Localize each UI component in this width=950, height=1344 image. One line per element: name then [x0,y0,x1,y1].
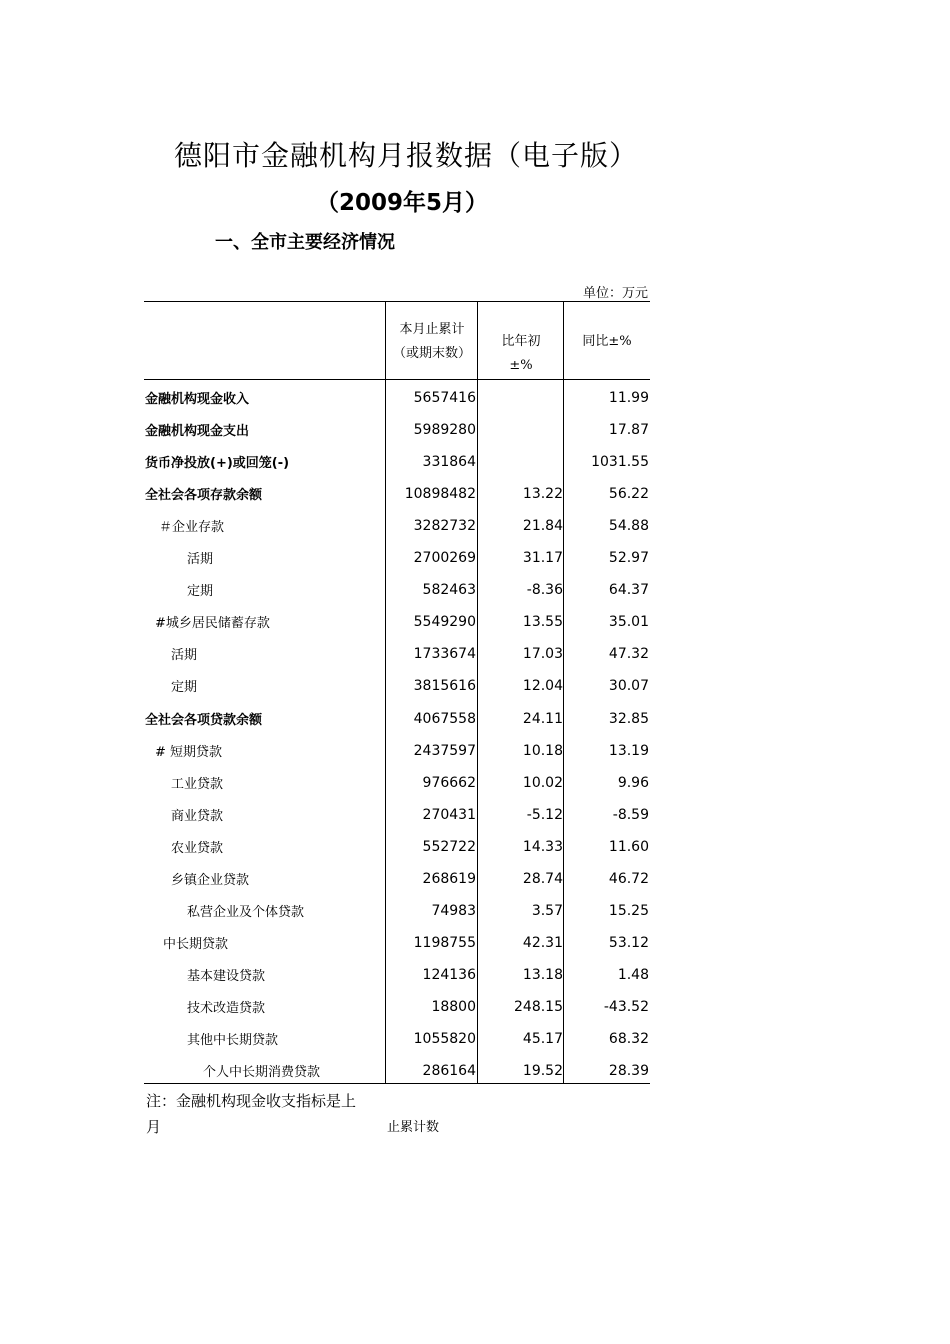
header-col-current-line2: （或期末数） [392,346,471,361]
row-label: 技术改造贷款 [187,1000,266,1016]
row-value-yoy: 1.48 [617,966,649,983]
row-value-yoy: 53.12 [608,934,649,951]
row-value-current: 3815616 [413,678,476,695]
row-value-ytd: 14.33 [522,838,563,855]
row-value-current: 1733674 [413,646,476,663]
row-value-yoy: 11.99 [608,390,649,406]
row-value-yoy: 15.25 [608,902,649,919]
row-value-yoy: 32.85 [608,710,649,727]
row-value-ytd: 10.02 [522,774,563,791]
table-row [144,990,650,1022]
table-row [144,862,650,894]
row-value-current: 5549290 [413,614,476,631]
row-label: 活期 [171,648,198,664]
row-value-yoy: 56.22 [608,486,649,503]
table-header [144,302,650,380]
table-row [144,637,650,669]
row-value-ytd: 3.57 [531,902,563,919]
row-value-yoy: 35.01 [608,614,649,631]
note-line-1: 注：金融机构现金收支指标是上 [146,1092,357,1110]
row-value-current: 4067558 [413,710,476,727]
row-value-current: 124136 [422,966,476,983]
row-label: 农业贷款 [171,840,224,856]
unit-label: 单位：万元 [582,286,648,301]
row-value-current: 286164 [422,1063,476,1080]
header-col-ytd-line1: 比年初 [501,334,541,349]
row-value-yoy: 30.07 [608,678,649,695]
row-label: 基本建设贷款 [187,968,266,984]
row-value-current: 2437597 [413,742,476,759]
table-row [144,573,650,605]
row-value-current: 3282732 [413,518,476,535]
row-value-ytd: 24.11 [522,710,563,727]
row-label: 中长期贷款 [163,936,229,952]
row-value-current: 2700269 [413,550,476,567]
row-value-yoy: 64.37 [608,582,649,599]
page-title: 德阳市金融机构月报数据（电子版） [174,139,639,172]
row-label: 金融机构现金支出 [145,424,250,440]
row-label: 工业贷款 [171,776,224,792]
table-row [144,1054,650,1086]
header-col-ytd-line2: ±% [509,358,533,373]
row-value-current: 1055820 [413,1031,476,1047]
row-value-ytd: 17.03 [522,646,563,663]
row-value-yoy: 47.32 [608,646,649,663]
row-label: 个人中长期消费贷款 [203,1065,321,1081]
row-value-yoy: 13.19 [608,742,649,759]
table-row [144,958,650,990]
row-value-current: 5657416 [413,390,476,406]
table-row [144,605,650,637]
row-value-current: 552722 [422,838,476,855]
row-value-yoy: 28.39 [608,1063,649,1080]
row-value-current: 582463 [422,582,476,599]
row-value-ytd: 28.74 [522,870,563,887]
row-label: 私营企业及个体贷款 [187,904,305,920]
page-subtitle: （2009年5月） [316,190,489,216]
row-value-ytd: 45.17 [522,1031,563,1047]
table-row [144,1022,650,1054]
row-label: 商业贷款 [171,808,224,824]
row-label: ＃企业存款 [159,520,225,536]
table-row [144,926,650,958]
row-value-ytd: 13.55 [522,614,563,631]
table-row [144,669,650,701]
row-value-ytd: 10.18 [522,742,563,759]
row-value-current: 18800 [431,998,476,1015]
table-row [144,445,650,477]
table-row [144,830,650,862]
row-label: 货币净投放(+)或回笼(-) [145,456,290,472]
row-value-current: 268619 [422,870,476,887]
row-label: 金融机构现金收入 [145,392,250,407]
row-value-ytd: 19.52 [522,1063,563,1080]
header-col-yoy: 同比±% [582,334,632,349]
table-row [144,509,650,541]
row-value-ytd: 13.18 [522,966,563,983]
row-value-current: 270431 [422,806,476,823]
table-row [144,734,650,766]
row-value-yoy: -43.52 [603,998,649,1015]
row-label: 全社会各项存款余额 [145,488,263,504]
row-value-yoy: 9.96 [617,774,649,791]
table-row [144,541,650,573]
note-line-2-start: 月 [146,1118,162,1136]
row-value-ytd: 13.22 [522,486,563,503]
row-value-ytd: 31.17 [522,550,563,567]
table-row [144,702,650,734]
row-label: #城乡居民储蓄存款 [155,616,270,632]
table-row [144,894,650,926]
row-label: 乡镇企业贷款 [171,872,250,888]
row-value-yoy: 54.88 [608,518,649,535]
row-value-current: 5989280 [413,422,476,439]
row-value-ytd: 42.31 [522,934,563,951]
row-value-yoy: 17.87 [608,422,649,439]
table-row [144,798,650,830]
row-value-ytd: -8.36 [526,582,563,599]
row-value-yoy: 11.60 [608,838,649,855]
row-label: 其他中长期贷款 [187,1033,279,1048]
row-value-current: 1198755 [413,934,476,951]
row-label: # 短期贷款 [155,744,223,760]
table-bottom-rule [144,1083,650,1084]
header-col-current [386,318,478,366]
note-line-2-end: 止累计数 [387,1120,440,1135]
row-label: 定期 [171,680,198,696]
table-row [144,381,650,413]
row-value-current: 976662 [422,774,476,791]
row-value-current: 74983 [431,902,476,919]
header-col-current-line1: 本月止累计 [399,322,465,337]
row-value-ytd: -5.12 [526,806,563,823]
row-value-current: 331864 [422,454,476,471]
row-label: 活期 [187,552,214,568]
row-value-yoy: 46.72 [608,870,649,887]
row-label: 全社会各项贷款余额 [145,712,263,728]
row-value-current: 10898482 [404,486,476,503]
row-value-yoy: 68.32 [608,1031,649,1047]
row-value-ytd: 12.04 [522,678,563,695]
row-value-yoy: -8.59 [612,806,649,823]
table-row [144,477,650,509]
table-row [144,766,650,798]
section-heading: 一、全市主要经济情况 [215,232,395,253]
header-col-ytd [478,330,564,378]
row-value-ytd: 21.84 [522,518,563,535]
row-value-yoy: 52.97 [608,550,649,567]
row-value-ytd: 248.15 [514,998,563,1015]
table-row [144,413,650,445]
row-label: 定期 [187,584,214,600]
row-value-yoy: 1031.55 [591,454,649,471]
